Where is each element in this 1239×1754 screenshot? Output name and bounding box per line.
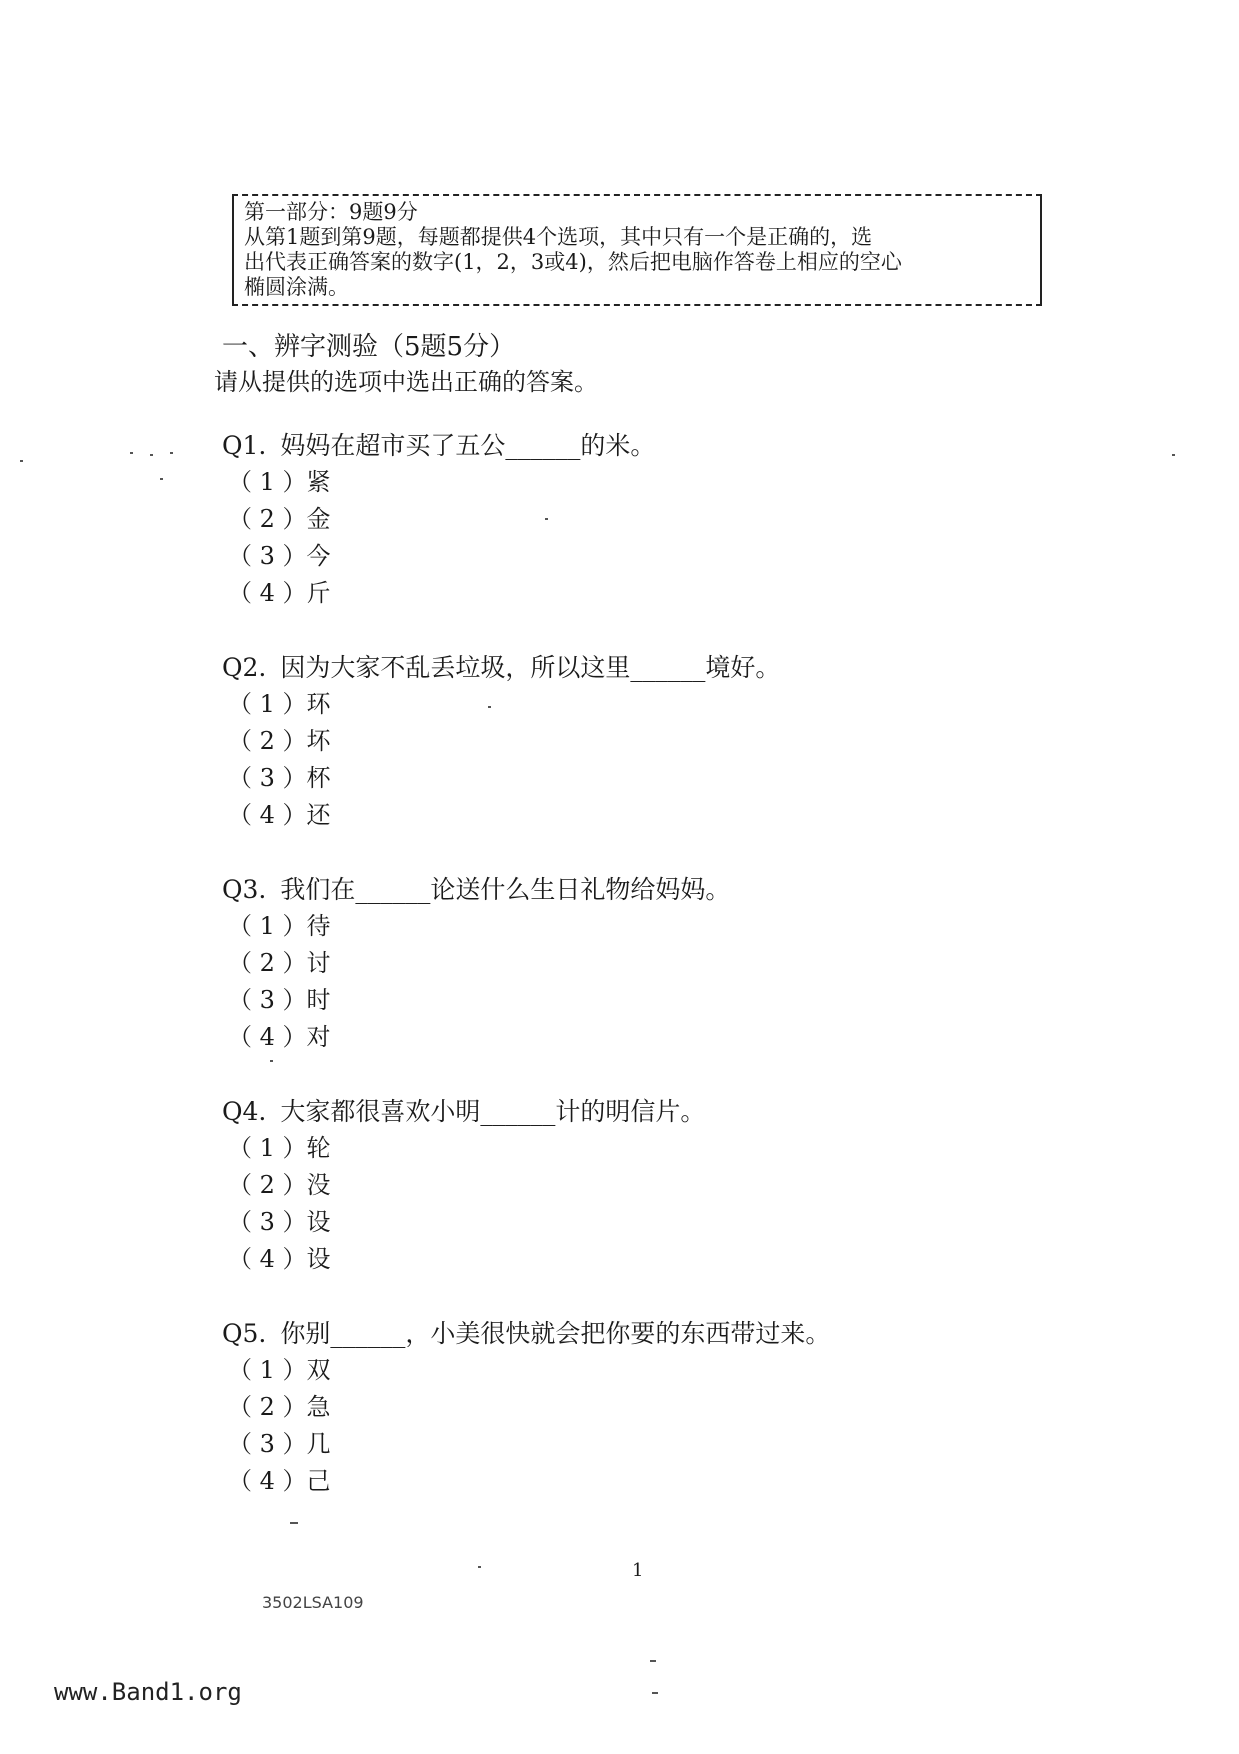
scan-speck [20, 460, 23, 462]
option-4: （ 4 ）己 [228, 1467, 331, 1495]
instruction-line-1: 从第1题到第9题，每题都提供4个选项，其中只有一个是正确的，选 [244, 225, 873, 249]
scan-speck [650, 1660, 656, 1662]
scan-speck [150, 454, 153, 456]
option-2: （ 2 ）讨 [228, 949, 331, 977]
option-2: （ 2 ）金 [228, 505, 331, 533]
question-text: 妈妈在超市买了五公______的米。 [280, 431, 656, 460]
scan-speck [290, 1522, 298, 1524]
option-1: （ 1 ）轮 [228, 1134, 331, 1162]
page-number: 1 [632, 1560, 644, 1581]
option-4: （ 4 ）对 [228, 1023, 331, 1051]
option-1: （ 1 ）待 [228, 912, 331, 940]
option-3: （ 3 ）时 [228, 986, 331, 1014]
question-stem [222, 872, 1022, 908]
question-4 [222, 1094, 1022, 1278]
question-5 [222, 1316, 1022, 1500]
question-text: 我们在______论送什么生日礼物给妈妈。 [280, 875, 731, 904]
option-2: （ 2 ）坏 [228, 727, 331, 755]
option-1: （ 1 ）紧 [228, 468, 331, 496]
document-code: 3502LSA109 [262, 1593, 364, 1612]
question-number: Q5. [222, 1319, 267, 1348]
instruction-box [232, 194, 1042, 306]
option-1: （ 1 ）双 [228, 1356, 331, 1384]
scan-speck [130, 452, 133, 454]
question-stem [222, 1094, 1022, 1130]
section-instruction: 请从提供的选项中选出正确的答案。 [214, 368, 598, 396]
instruction-line-3: 椭圆涂满。 [244, 275, 349, 299]
scan-speck [1172, 454, 1175, 456]
question-number: Q3. [222, 875, 267, 904]
question-number: Q2. [222, 653, 267, 682]
option-1: （ 1 ）环 [228, 690, 331, 718]
watermark-url: www.Band1.org [54, 1678, 242, 1706]
question-stem [222, 1316, 1022, 1352]
question-text: 你别______，小美很快就会把你要的东西带过来。 [280, 1319, 831, 1348]
scan-speck [160, 478, 163, 480]
instruction-line-2: 出代表正确答案的数字(1，2，3或4)，然后把电脑作答卷上相应的空心 [244, 250, 902, 274]
scan-speck [652, 1692, 658, 1694]
question-number: Q1. [222, 431, 267, 460]
question-text: 因为大家不乱丢垃圾，所以这里______境好。 [280, 653, 781, 682]
question-stem [222, 428, 1022, 464]
question-1 [222, 428, 1022, 612]
scan-speck [545, 518, 548, 520]
section-title: 一、辨字测验（5题5分） [222, 332, 516, 362]
question-number: Q4. [222, 1097, 267, 1126]
question-2 [222, 650, 1022, 834]
question-text: 大家都很喜欢小明______计的明信片。 [280, 1097, 706, 1126]
option-3: （ 3 ）今 [228, 542, 331, 570]
scan-speck [478, 1566, 481, 1568]
part-title: 第一部分：9题9分 [244, 200, 418, 224]
option-3: （ 3 ）设 [228, 1208, 331, 1236]
option-2: （ 2 ）没 [228, 1171, 331, 1199]
option-4: （ 4 ）还 [228, 801, 331, 829]
option-3: （ 3 ）几 [228, 1430, 331, 1458]
option-4: （ 4 ）斤 [228, 579, 331, 607]
question-stem [222, 650, 1022, 686]
scan-speck [270, 1060, 273, 1062]
option-4: （ 4 ）设 [228, 1245, 331, 1273]
scan-speck [488, 706, 491, 708]
question-3 [222, 872, 1022, 1056]
scan-speck [170, 452, 173, 454]
option-2: （ 2 ）急 [228, 1393, 331, 1421]
option-3: （ 3 ）杯 [228, 764, 331, 792]
